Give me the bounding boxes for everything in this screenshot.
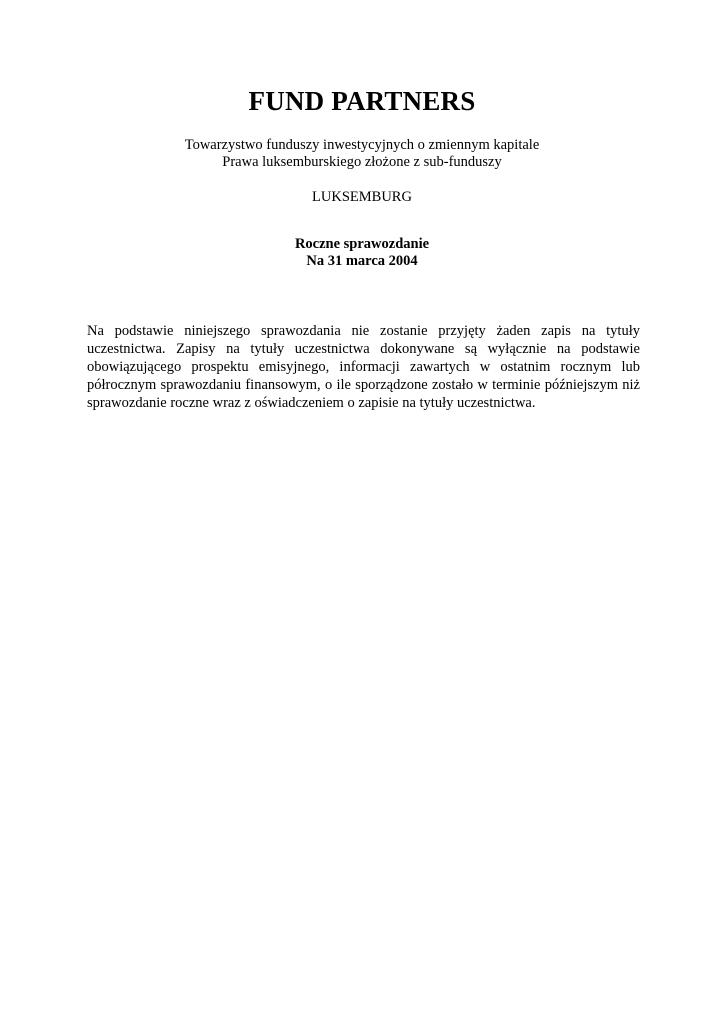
report-date: Na 31 marca 2004 — [306, 253, 418, 269]
document-title: FUND PARTNERS — [248, 86, 476, 116]
report-type: Roczne sprawozdanie — [294, 236, 430, 252]
company-description-line: Prawa luksemburskiego złożone z sub-funduszy — [222, 154, 502, 170]
company-description — [0, 137, 724, 171]
location-label: LUKSEMBURG — [312, 189, 412, 205]
company-description-line: Towarzystwo funduszy inwestycyjnych o zmiennym kapitale — [184, 137, 540, 153]
report-heading — [0, 236, 724, 270]
subscription-notice: Na podstawie niniejszego sprawozdania nie zostanie przyjęty żaden zapis na tytuły uczestnictwa. Zapisy na tytuły uczestnictwa dokonywane są wyłącznie na podstawie obowiązującego prospektu emisyjnego, informacji zawartych w ostatnim rocznym lub półrocznym sprawozdaniu finansowym, o ile sporządzone zostało w terminie późniejszym niż sprawozdanie roczne wraz z oświadczeniem o zapisie na tytuły uczestnictwa. — [87, 323, 640, 411]
